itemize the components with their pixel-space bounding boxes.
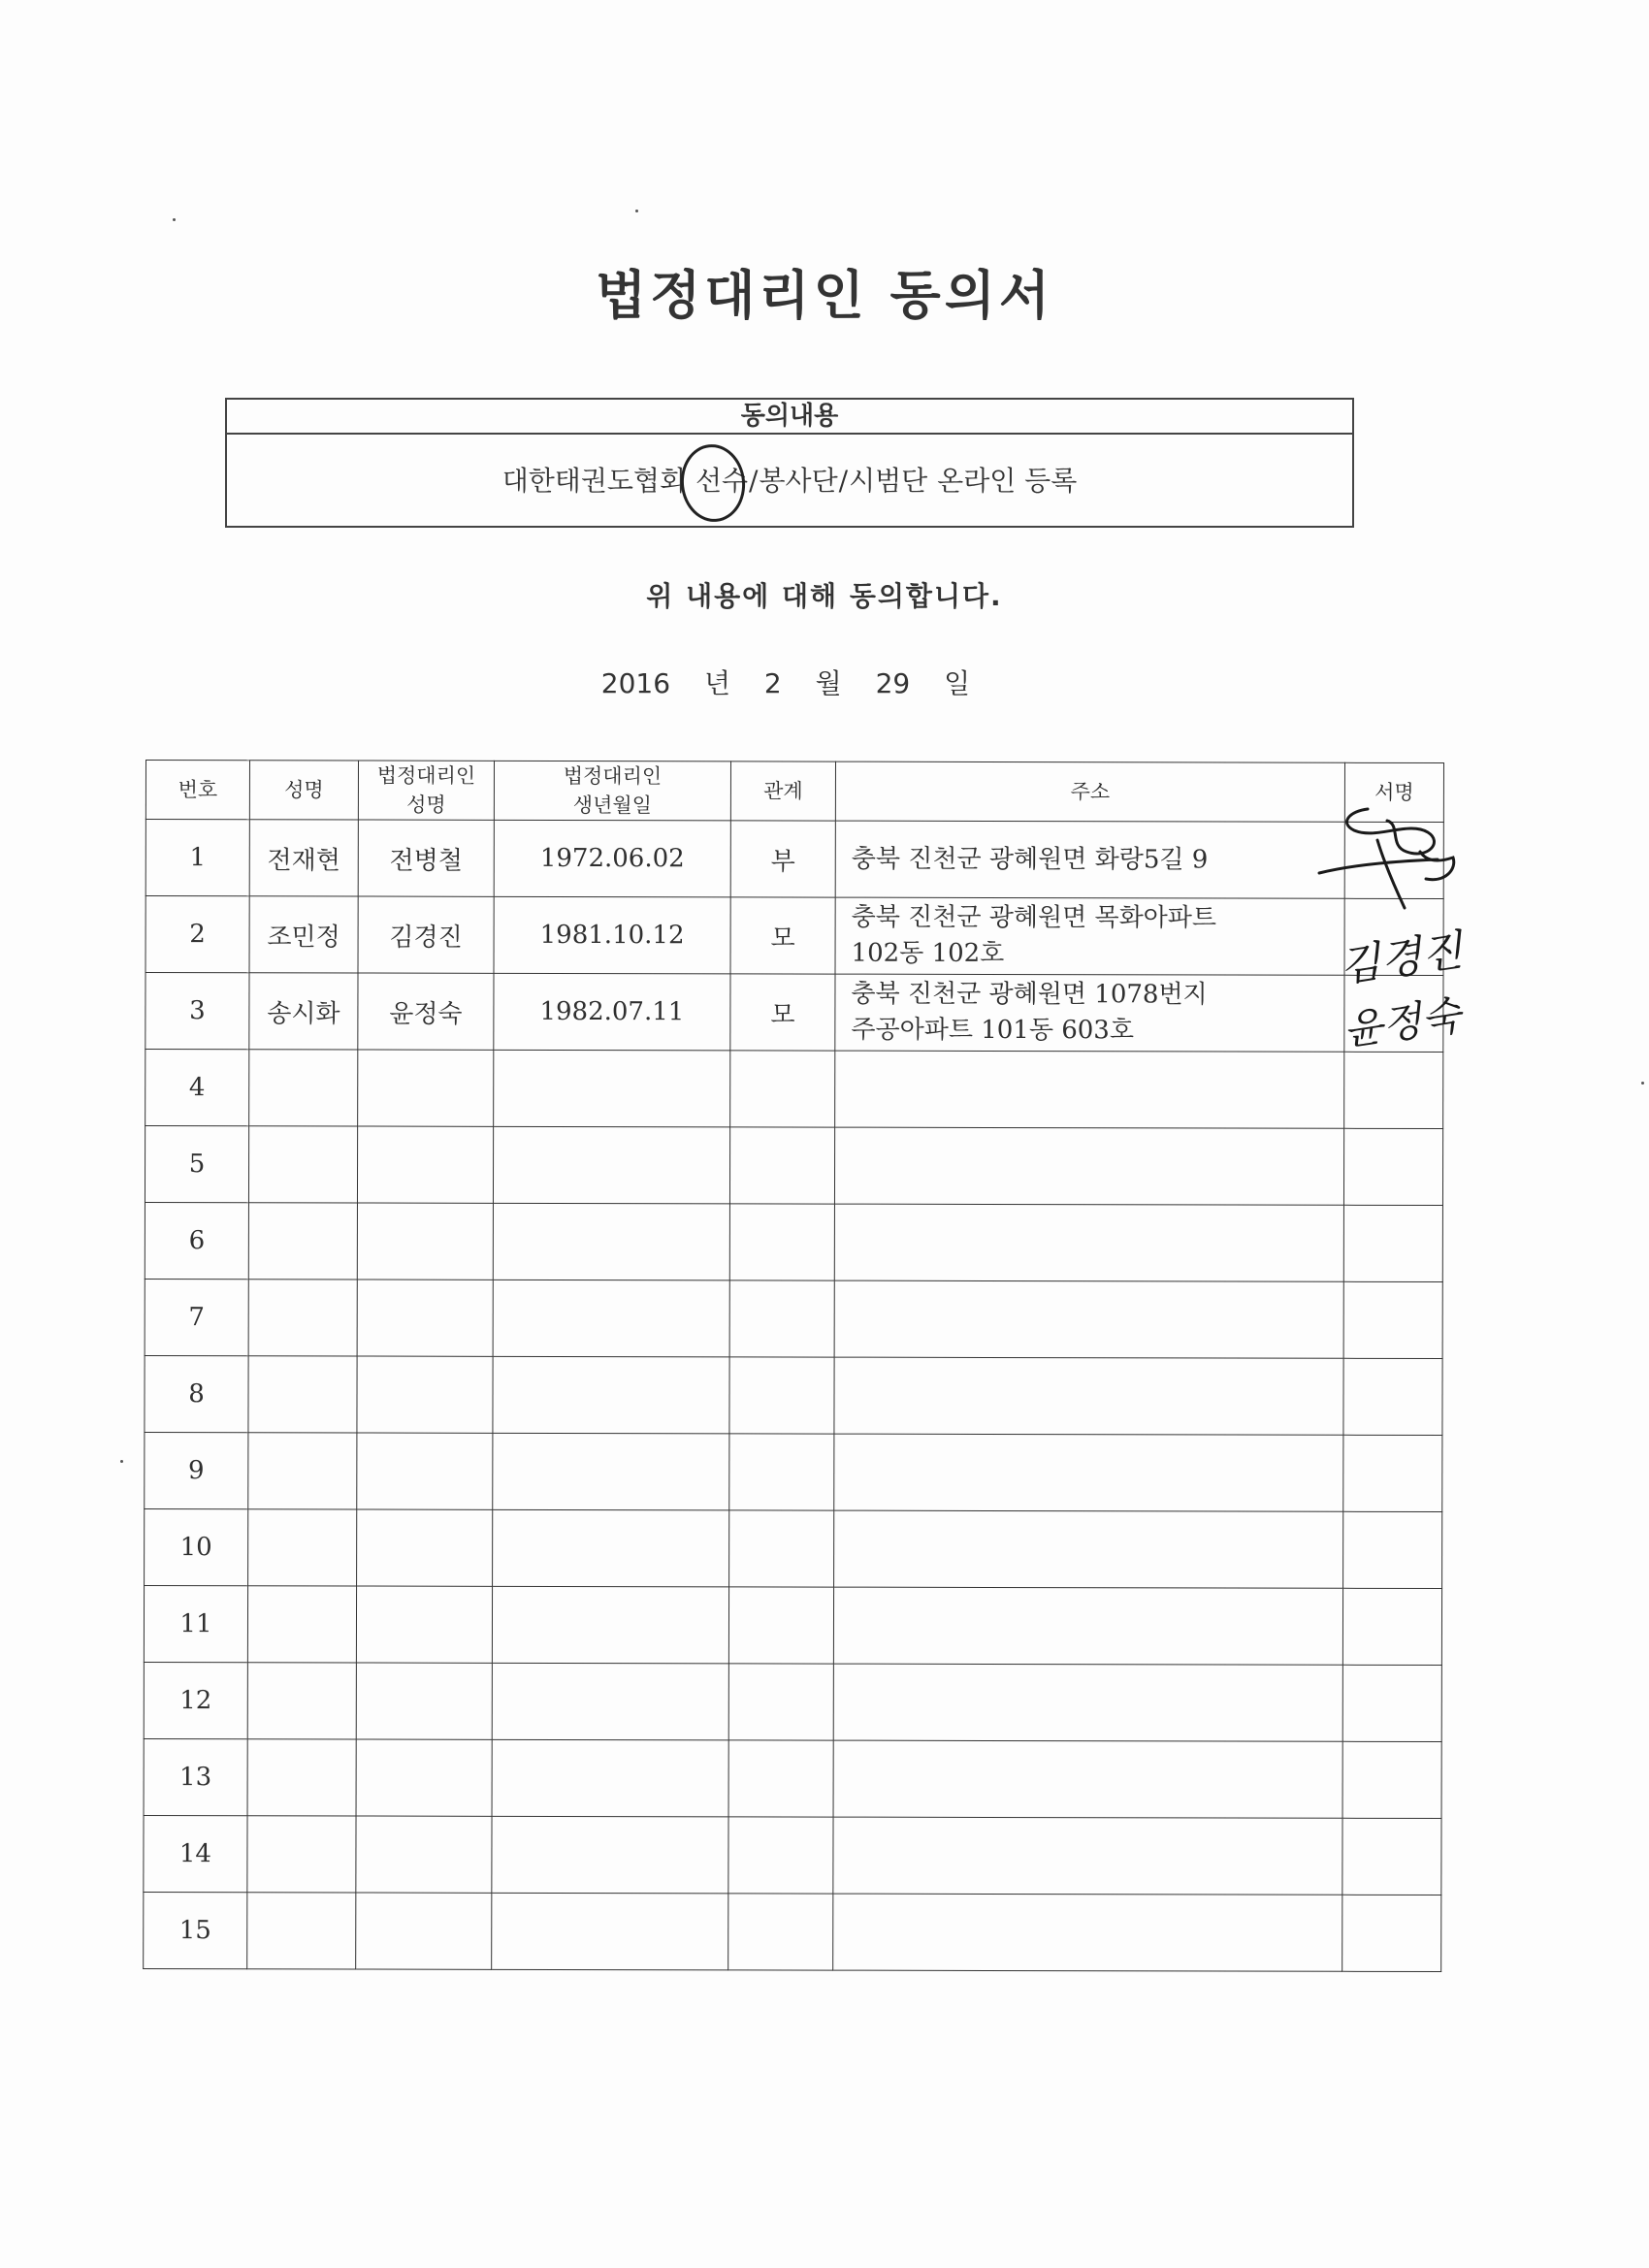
address-line1: 충북 진천군 광혜원면 목화아파트 bbox=[851, 902, 1217, 933]
cell-signature bbox=[1342, 1588, 1441, 1665]
cell-relation bbox=[728, 1740, 833, 1817]
consent-header: 동의내용 bbox=[227, 400, 1352, 435]
date-month: 2 bbox=[763, 667, 782, 699]
address-line2: 주공아파트 101동 603호 bbox=[851, 1015, 1134, 1046]
address-line2 bbox=[849, 1932, 1342, 1933]
table-row bbox=[145, 1432, 1442, 1511]
cell-address bbox=[834, 1127, 1343, 1205]
cell-name bbox=[247, 1893, 356, 1969]
signature-row2: 김경진 bbox=[1336, 925, 1467, 992]
cell-relation bbox=[728, 1664, 833, 1740]
cell-name: 송시화 bbox=[249, 973, 358, 1050]
cell-relation bbox=[729, 1127, 834, 1204]
cell-name bbox=[248, 1509, 357, 1586]
consent-separator: / bbox=[749, 465, 759, 497]
cell-guardian-birth bbox=[493, 1203, 729, 1280]
cell-signature bbox=[1342, 1895, 1441, 1971]
document-title: 법정대리인 동의서 bbox=[595, 265, 1054, 326]
date-month-unit: 월 bbox=[815, 667, 842, 699]
address-line2 bbox=[851, 1243, 1343, 1244]
cell-address bbox=[833, 1664, 1342, 1741]
cell-relation bbox=[729, 1280, 834, 1357]
header-guardian-birth bbox=[494, 761, 730, 821]
cell-guardian-name bbox=[357, 1203, 493, 1280]
table-row bbox=[145, 1508, 1442, 1588]
cell-guardian-birth bbox=[493, 1356, 729, 1434]
cell-address bbox=[833, 1740, 1342, 1818]
address-line1 bbox=[850, 1473, 1342, 1474]
date-year: 2016 bbox=[600, 667, 671, 699]
cell-address bbox=[834, 1510, 1343, 1588]
cell-guardian-name: 윤정숙 bbox=[358, 973, 494, 1050]
cell-relation bbox=[729, 1357, 834, 1434]
cell-guardian-birth: 1982.07.11 bbox=[494, 973, 730, 1051]
cell-name: 전재현 bbox=[249, 820, 358, 896]
cell-name bbox=[247, 1739, 356, 1816]
cell-no: 13 bbox=[144, 1738, 247, 1815]
cell-address bbox=[834, 1357, 1343, 1435]
cell-relation bbox=[728, 1817, 833, 1894]
header-guardian-birth-line1: 법정대리인 bbox=[563, 763, 663, 789]
cell-name bbox=[248, 1433, 357, 1509]
address-line1 bbox=[850, 1626, 1342, 1627]
header-signature: 서명 bbox=[1344, 762, 1443, 822]
cell-address bbox=[834, 1280, 1343, 1358]
consent-option-demo: 시범단 bbox=[849, 465, 928, 497]
cell-relation bbox=[728, 1894, 833, 1970]
consent-prefix: 대한태권도협회 bbox=[501, 465, 687, 497]
address-line2 bbox=[850, 1473, 1342, 1474]
cell-name bbox=[247, 1816, 356, 1893]
cell-guardian-birth bbox=[494, 1050, 730, 1127]
table-row bbox=[146, 896, 1443, 976]
address-line2 bbox=[850, 1779, 1342, 1780]
address-line1 bbox=[849, 1856, 1342, 1857]
address-line1 bbox=[850, 1549, 1342, 1550]
address-line1: 충북 진천군 광혜원면 화랑5길 9 bbox=[851, 844, 1209, 874]
table-row bbox=[144, 1815, 1441, 1895]
table-row bbox=[146, 1050, 1443, 1129]
address-line1 bbox=[851, 1319, 1343, 1320]
cell-no: 6 bbox=[145, 1203, 248, 1280]
cell-guardian-name bbox=[357, 1280, 493, 1356]
table-row bbox=[145, 1355, 1442, 1435]
cell-name bbox=[247, 1663, 356, 1739]
header-no: 번호 bbox=[146, 761, 249, 820]
cell-no: 2 bbox=[146, 896, 249, 973]
cell-signature bbox=[1343, 1128, 1442, 1205]
address-line2 bbox=[851, 1319, 1343, 1320]
cell-guardian-name bbox=[358, 1050, 494, 1126]
cell-no: 8 bbox=[145, 1355, 248, 1432]
cell-name bbox=[248, 1280, 357, 1356]
cell-guardian-name: 전병철 bbox=[358, 820, 494, 896]
table-row bbox=[146, 973, 1443, 1053]
address-line2 bbox=[851, 1166, 1343, 1167]
table-header-row bbox=[146, 761, 1443, 823]
address-line2: 102동 102호 bbox=[851, 938, 1005, 969]
address-line1 bbox=[850, 1779, 1342, 1780]
cell-guardian-birth: 1981.10.12 bbox=[494, 896, 730, 974]
cell-name bbox=[248, 1126, 357, 1203]
address-line1 bbox=[851, 1166, 1343, 1167]
header-guardian-name-line1: 법정대리인 bbox=[376, 763, 476, 788]
cell-name bbox=[247, 1586, 356, 1663]
cell-relation bbox=[728, 1587, 833, 1664]
cell-signature bbox=[1343, 1435, 1442, 1511]
cell-signature bbox=[1342, 1818, 1441, 1895]
table-row bbox=[144, 1662, 1441, 1741]
table-row bbox=[144, 1585, 1441, 1665]
header-guardian-name-line2: 성명 bbox=[406, 793, 446, 817]
cell-relation bbox=[730, 1051, 835, 1127]
cell-guardian-name bbox=[356, 1586, 492, 1663]
cell-guardian-birth bbox=[493, 1509, 729, 1587]
consent-content bbox=[227, 435, 1352, 528]
cell-relation bbox=[729, 1510, 834, 1587]
address-line1 bbox=[849, 1932, 1342, 1933]
table-row bbox=[146, 820, 1443, 899]
signature-scribble-row1 bbox=[1311, 801, 1467, 922]
consent-box bbox=[225, 398, 1354, 528]
cell-signature bbox=[1343, 1358, 1442, 1435]
cell-guardian-birth bbox=[493, 1433, 729, 1510]
cell-no: 12 bbox=[144, 1662, 247, 1738]
cell-guardian-birth bbox=[493, 1126, 729, 1204]
cell-signature bbox=[1343, 1281, 1442, 1358]
cell-signature bbox=[1344, 1052, 1443, 1128]
cell-guardian-birth bbox=[492, 1586, 728, 1664]
header-guardian-name bbox=[358, 761, 494, 820]
header-address: 주소 bbox=[835, 761, 1344, 822]
cell-address bbox=[835, 821, 1344, 898]
cell-guardian-name bbox=[356, 1816, 492, 1893]
address-line1 bbox=[850, 1702, 1342, 1703]
cell-signature bbox=[1343, 1205, 1442, 1281]
address-line2 bbox=[849, 1856, 1342, 1857]
cell-no: 3 bbox=[146, 973, 249, 1050]
cell-signature bbox=[1342, 1665, 1441, 1741]
cell-guardian-name bbox=[357, 1509, 493, 1586]
address-line2 bbox=[851, 1089, 1343, 1090]
cell-guardian-birth bbox=[492, 1816, 728, 1894]
scan-speck bbox=[635, 210, 638, 212]
cell-name bbox=[249, 1050, 358, 1126]
cell-name: 조민정 bbox=[249, 896, 358, 973]
cell-no: 11 bbox=[144, 1585, 247, 1662]
cell-signature bbox=[1343, 1511, 1442, 1588]
header-name: 성명 bbox=[249, 761, 358, 820]
cell-no: 10 bbox=[145, 1508, 248, 1585]
scan-speck bbox=[1641, 1082, 1644, 1085]
agree-statement: 위 내용에 대해 동의합니다. bbox=[646, 580, 1003, 612]
cell-signature bbox=[1342, 1741, 1441, 1818]
cell-relation bbox=[729, 1434, 834, 1510]
cell-no: 1 bbox=[146, 820, 249, 896]
address-line1 bbox=[851, 1243, 1343, 1244]
signature-row3: 윤정숙 bbox=[1340, 990, 1464, 1055]
consent-suffix: 온라인 등록 bbox=[937, 465, 1078, 497]
date-day: 29 bbox=[875, 667, 911, 699]
cell-relation: 모 bbox=[730, 897, 835, 974]
table-row bbox=[145, 1279, 1442, 1358]
address-line1 bbox=[851, 1089, 1343, 1090]
header-guardian-birth-line2: 생년월일 bbox=[572, 794, 652, 818]
cell-address bbox=[833, 1817, 1342, 1895]
cell-address bbox=[833, 1587, 1342, 1665]
cell-guardian-name bbox=[356, 1893, 492, 1969]
date-year-unit: 년 bbox=[703, 667, 730, 699]
cell-relation: 부 bbox=[730, 821, 835, 897]
cell-guardian-birth bbox=[492, 1893, 728, 1970]
cell-address bbox=[834, 1204, 1343, 1281]
cell-name bbox=[248, 1203, 357, 1280]
table-row bbox=[145, 1126, 1442, 1206]
cell-guardian-name bbox=[356, 1663, 492, 1739]
address-line1 bbox=[851, 1396, 1343, 1397]
cell-no: 14 bbox=[144, 1815, 247, 1892]
selection-circle-mark bbox=[677, 441, 749, 525]
cell-no: 9 bbox=[145, 1432, 248, 1508]
cell-guardian-name: 김경진 bbox=[358, 896, 494, 973]
cell-no: 15 bbox=[144, 1892, 247, 1968]
address-line2 bbox=[850, 1626, 1342, 1627]
table-row bbox=[144, 1738, 1441, 1818]
cell-guardian-birth bbox=[492, 1739, 728, 1817]
cell-no: 5 bbox=[145, 1126, 248, 1203]
cell-guardian-birth bbox=[492, 1663, 728, 1740]
cell-address bbox=[833, 1894, 1342, 1971]
consent-separator: / bbox=[838, 465, 849, 497]
guardian-table bbox=[143, 760, 1444, 1972]
cell-address bbox=[835, 897, 1344, 975]
cell-guardian-name bbox=[356, 1739, 492, 1816]
cell-no: 7 bbox=[145, 1279, 248, 1355]
date-day-unit: 일 bbox=[944, 667, 971, 699]
consent-option-player: 선수 bbox=[695, 465, 749, 497]
cell-guardian-birth bbox=[493, 1280, 729, 1357]
cell-guardian-birth: 1972.06.02 bbox=[494, 820, 730, 897]
scan-speck bbox=[173, 218, 176, 221]
cell-guardian-name bbox=[357, 1356, 493, 1433]
table-row bbox=[144, 1892, 1441, 1971]
cell-address bbox=[835, 974, 1344, 1052]
cell-guardian-name bbox=[357, 1126, 493, 1203]
cell-address bbox=[835, 1051, 1344, 1128]
address-line2 bbox=[850, 1702, 1342, 1703]
header-relation: 관계 bbox=[730, 761, 835, 821]
address-line1: 충북 진천군 광혜원면 1078번지 bbox=[851, 979, 1208, 1010]
cell-relation: 모 bbox=[730, 974, 835, 1051]
date-line bbox=[0, 663, 1571, 701]
address-line2 bbox=[850, 1549, 1342, 1550]
cell-no: 4 bbox=[146, 1050, 249, 1126]
table-row bbox=[145, 1203, 1442, 1282]
cell-relation bbox=[729, 1204, 834, 1280]
address-line2 bbox=[851, 1396, 1343, 1397]
cell-name bbox=[248, 1356, 357, 1433]
cell-guardian-name bbox=[357, 1433, 493, 1509]
cell-address bbox=[834, 1434, 1343, 1511]
consent-option-volunteer: 봉사단 bbox=[759, 465, 838, 497]
scan-speck bbox=[120, 1460, 123, 1463]
